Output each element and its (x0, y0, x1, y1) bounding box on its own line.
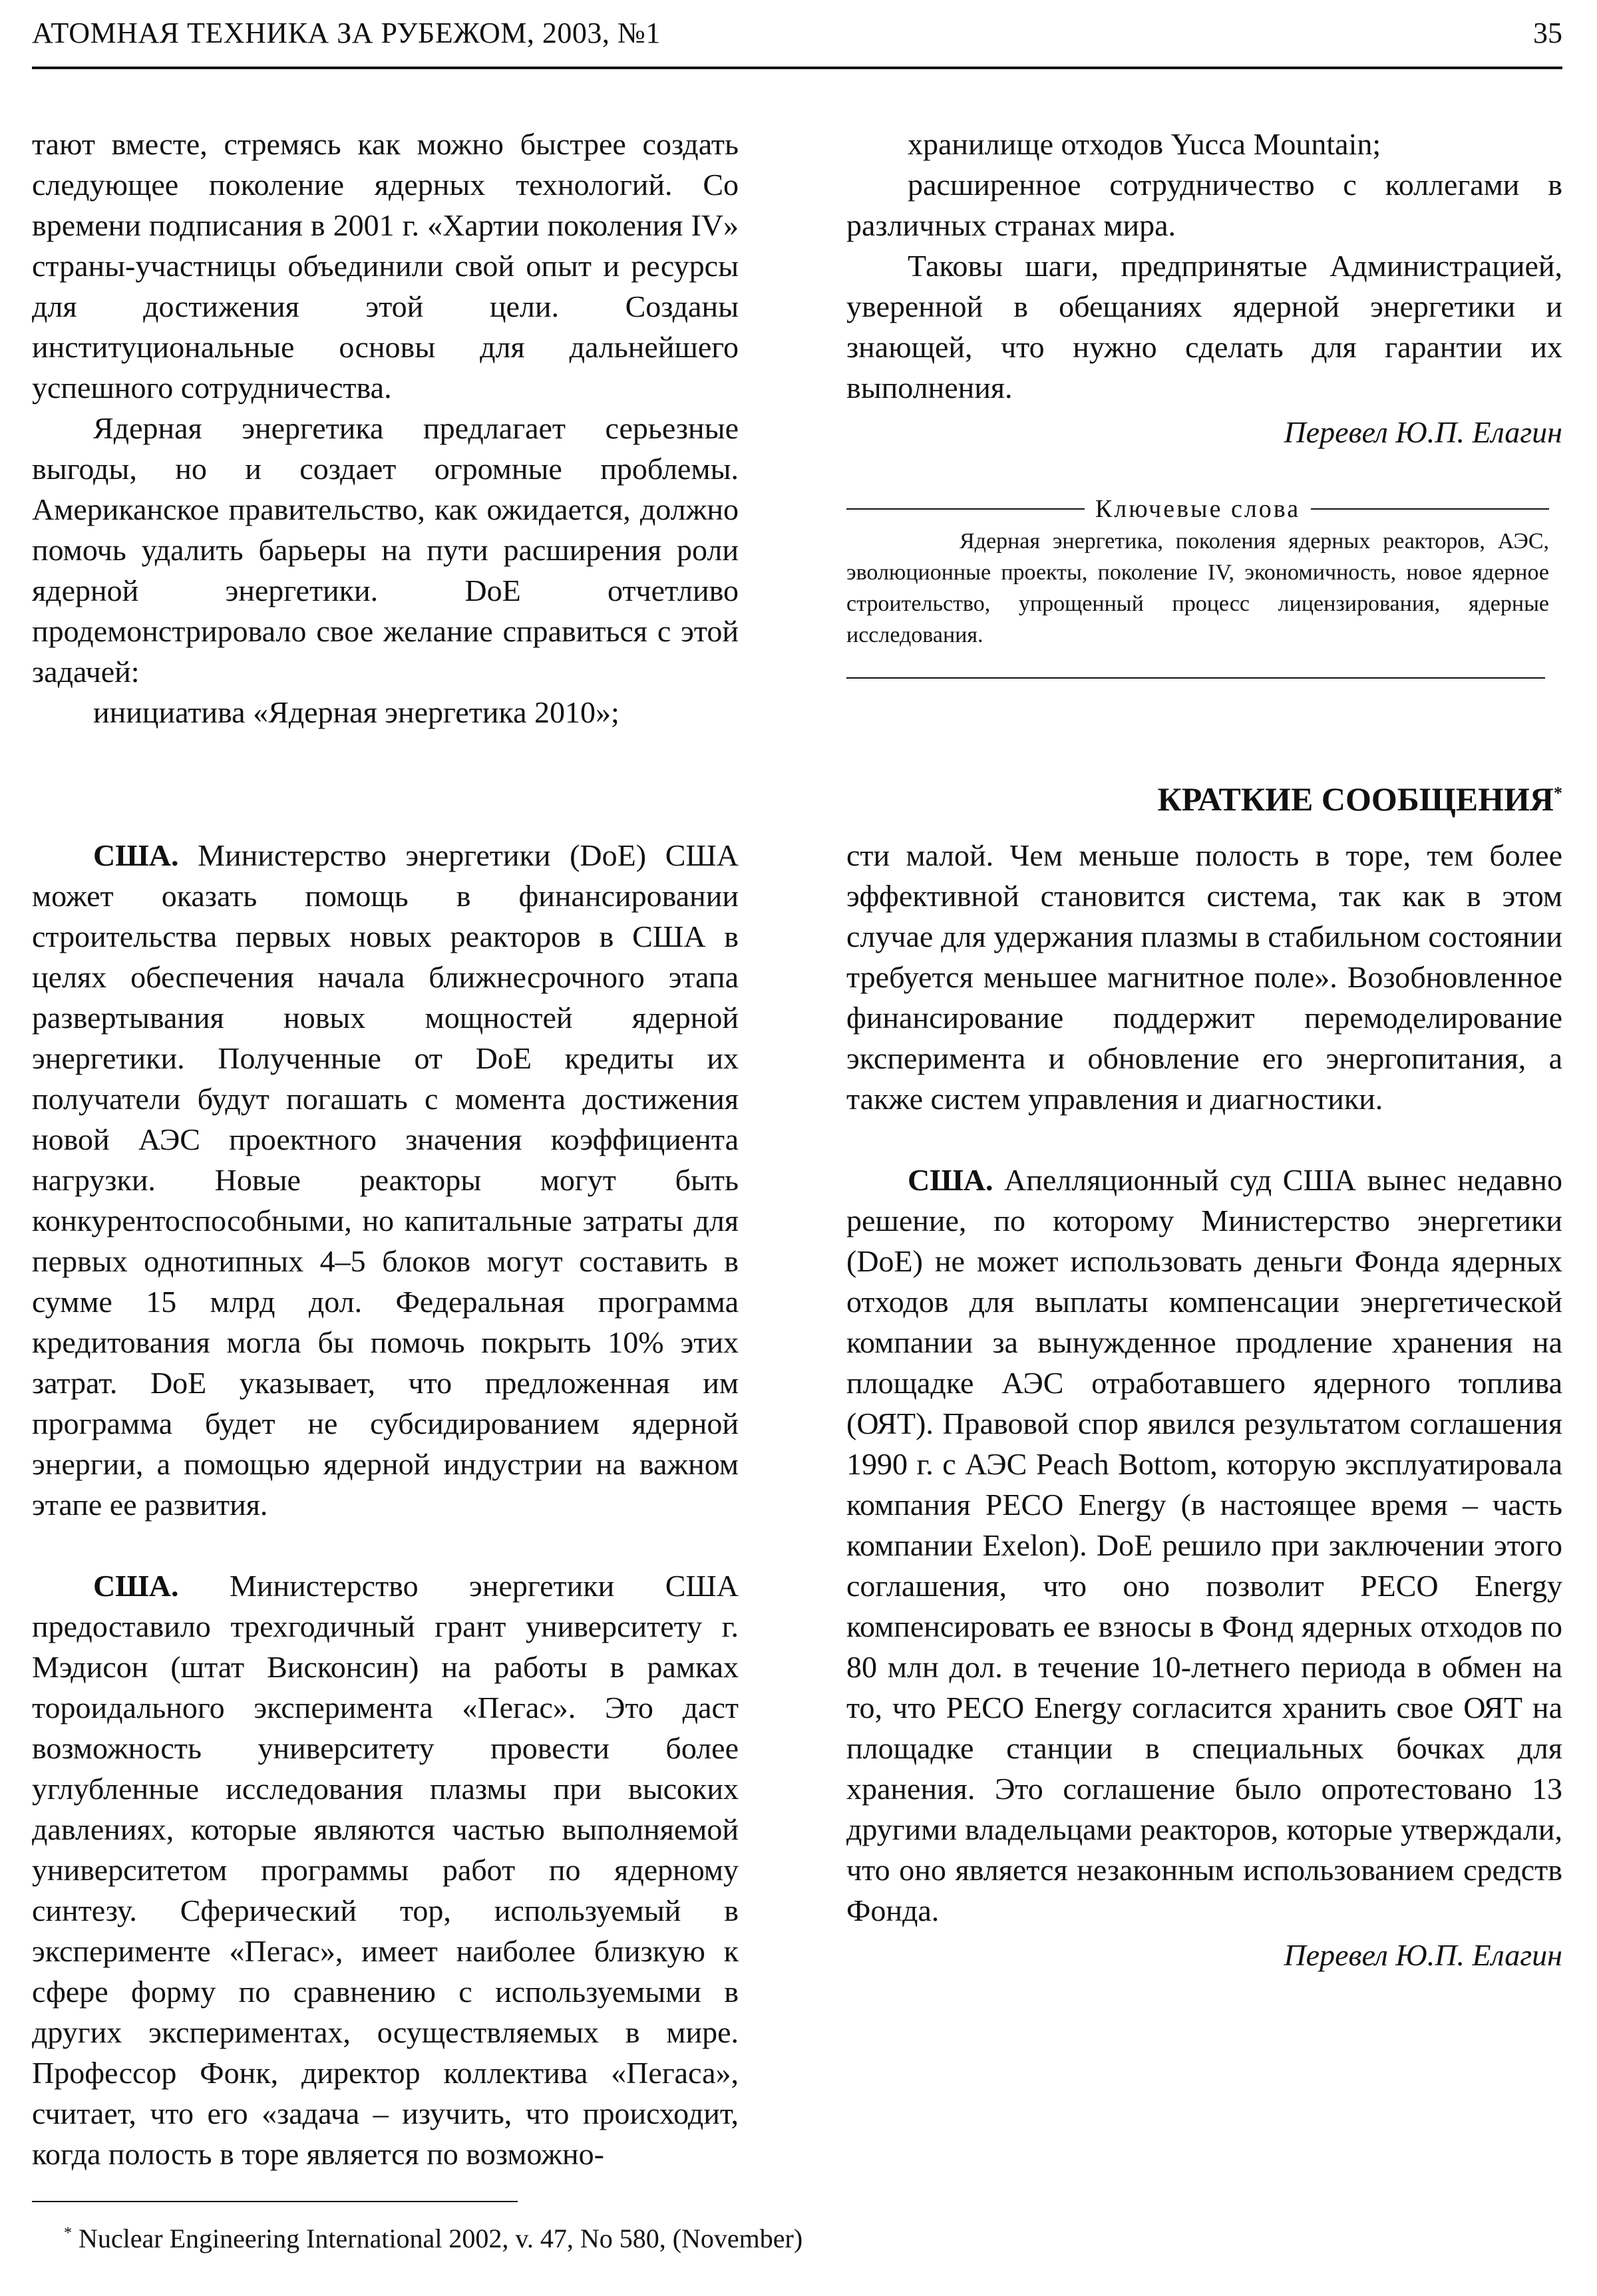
journal-title: АТОМНАЯ ТЕХНИКА ЗА РУБЕЖОМ, 2003, №1 (32, 17, 661, 49)
news-columns (32, 835, 1562, 2174)
keywords-block (846, 492, 1549, 651)
keywords-rule (846, 677, 1545, 679)
news-item (32, 1565, 739, 2174)
translator-credit: Перевел Ю.П. Елагин (1284, 1938, 1562, 1972)
paragraph: Ядерная энергетика предлагает серьезные выгоды, но и создает огромные проблемы. Американское правительство, как ожидается, должно помочь удалить барьеры на пути расширения роли ядерной энергетики. DoE отчетливо продемонстрировало свое желание справиться с этой задачей: (32, 411, 739, 689)
divider (1311, 508, 1549, 510)
paragraph: хранилище отходов Yucca Mountain; (908, 127, 1381, 161)
news-text: Министерство энергетики США предоставило трехгодичный грант университету г. Мэдисон (штат Висконсин) на работы в рамках тороидального эксперимента «Пегас». Это даст возможность университету провести более углубленные исследования плазмы при высоких давлениях, которые являются частью выполняемой университетом программы работ по ядерному синтезу. Сферический тор, используемый в эксперименте «Пегас», имеет наиболее близкую к сфере форму по сравнению с используемыми в других экспериментах, осуществляемых в мире. Профессор Фонк, директор коллектива «Пегаса», считает, что его «задача – изучить, что происходит, когда полость в торе является по возможно- (32, 1569, 739, 2171)
news-text: сти малой. Чем меньше полость в торе, тем более эффективной становится система, так как в этом случае для удержания плазмы в стабильном состоянии требуется меньшее магнитное поле». Возобновленное финансирование поддержит перемоделирование эксперимента и обновление его энергопитания, а также систем управления и диагностики. (846, 838, 1562, 1116)
paragraph: инициатива «Ядерная энергетика 2010»; (93, 695, 620, 729)
footnote-mark: * (1554, 783, 1562, 803)
top-right-column (846, 124, 1562, 452)
keywords-title: Ключевые слова (1095, 495, 1301, 523)
news-lead: США. (908, 1163, 993, 1197)
section-heading (32, 779, 1562, 819)
section-title: КРАТКИЕ СООБЩЕНИЯ (1157, 780, 1554, 818)
paragraph: Таковы шаги, предпринятые Администрацией, уверенной в обещаниях ядерной энергетики и знающей, что нужно сделать для гарантии их выполнения. (846, 249, 1562, 405)
footnote (64, 2222, 1562, 2255)
header-rule (32, 67, 1562, 69)
top-left-column (32, 124, 739, 733)
divider (846, 508, 1085, 510)
paragraph: расширенное сотрудничество с коллегами в различных странах мира. (846, 168, 1562, 242)
page-number: 35 (1533, 17, 1562, 49)
top-columns (32, 124, 1562, 733)
news-item (32, 835, 739, 1525)
news-text: Апелляционный суд США вынес недавно решение, по которому Министерство энергетики (DoE) не может использовать деньги Фонда ядерных отходов для выплаты компенсации энергетической компании за вынужденное продление хранения на площадке АЭС отработавшего ядерного топлива (ОЯТ). Правовой спор явился результатом соглашения 1990 г. с АЭС Peach Bottom, которую эксплуатировала компания PECO Energy (в настоящее время – часть компании Exelon). DoE решило при заключении этого соглашения, что оно позволит PECO Energy компенсировать ее взносы в Фонд ядерных отходов по 80 млн дол. в течение 10-летнего периода в обмен на то, что PECO Energy согласится хранить свое ОЯТ на площадке станции в специальных бочках для хранения. Это соглашение было опротестовано 13 другими владельцами реакторов, которые утверждали, что оно является незаконным использованием средств Фонда. (846, 1163, 1562, 1927)
footnote-text: Nuclear Engineering International 2002, v. 47, No 580, (November) (79, 2223, 803, 2253)
news-item (846, 835, 1562, 1119)
news-lead: США. (93, 838, 179, 872)
footnote-rule (32, 2201, 518, 2202)
paragraph: тают вместе, стремясь как можно быстрее создать следующее поколение ядерных технологий. Со времени подписания в 2001 г. «Хартии поколения IV» страны-участницы объединили свой опыт и ресурсы для достижения этой цели. Созданы институциональные основы для дальнейшего успешного сотрудничества. (32, 127, 739, 405)
keywords-text: Ядерная энергетика, поколения ядерных реакторов, АЭС, эволюционные проекты, поколение IV, экономичность, новое ядерное строительство, упрощенный процесс лицензирования, ядерные исследования. (846, 529, 1549, 647)
running-header (32, 15, 1562, 52)
footnote-mark: * (64, 2224, 72, 2242)
news-text: Министерство энергетики (DoE) США может оказать помощь в финансировании строительства первых новых реакторов в США в целях обеспечения начала ближнесрочного этапа развертывания новых мощностей ядерной энергетики. Полученные от DoE кредиты их получатели будут погашать с момента достижения новой АЭС проектного значения коэффициента нагрузки. Новые реакторы могут быть конкурентоспособными, но капитальные затраты для первых однотипных 4–5 блоков могут составить в сумме 15 млрд дол. Федеральная программа кредитования могла бы помочь покрыть 10% этих затрат. DoE указывает, что предложенная им программа будет не субсидированием ядерной энергии, а помощью ядерной индустрии на важном этапе ее развития. (32, 838, 739, 1522)
top-right-area (846, 124, 1562, 679)
news-item (846, 1160, 1562, 1931)
news-left-column (32, 835, 739, 2174)
news-right-column (846, 835, 1562, 1975)
news-lead: США. (93, 1569, 179, 1603)
translator-credit: Перевел Ю.П. Елагин (1284, 415, 1562, 449)
